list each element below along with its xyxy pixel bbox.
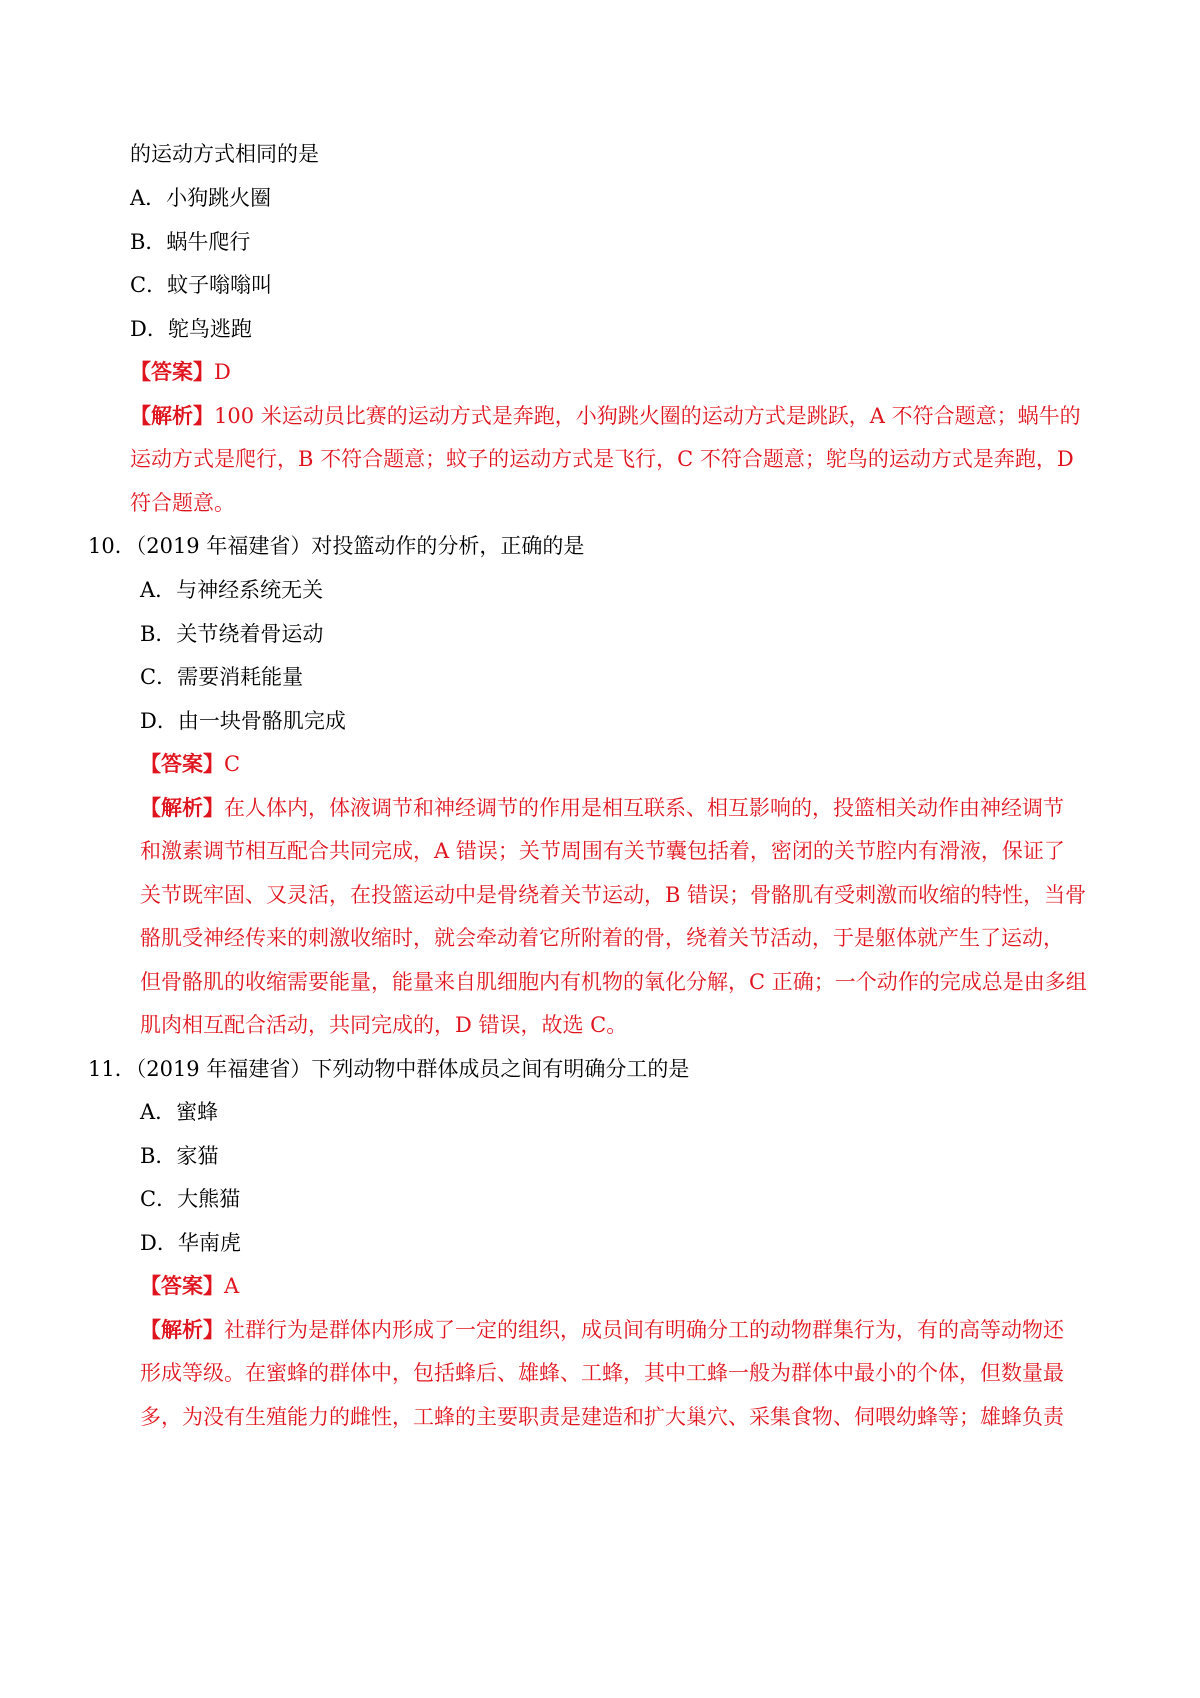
q10-option-a: A．与神经系统无关 [140,578,324,602]
q10-option-b: B．关节绕着骨运动 [140,622,324,646]
q11-option-d: D．华南虎 [140,1231,241,1255]
q9-option-c: C．蚊子嗡嗡叫 [130,273,273,297]
q11-option-a: A．蜜蜂 [140,1100,219,1124]
q10-analysis-line-3: 关节既牢固、又灵活，在投篮运动中是骨绕着关节运动，B 错误；骨骼肌有受刺激而收缩的特性，当骨 [140,883,1087,907]
q9-option-a: A．小狗跳火圈 [130,186,272,210]
q10-analysis-line-6: 肌肉相互配合活动，共同完成的，D 错误，故选 C。 [140,1013,628,1037]
analysis-label: 【解析】 [130,403,214,428]
q11-analysis-line-1 [140,1315,1064,1345]
q11-analysis-line-2: 形成等级。在蜜蜂的群体中，包括蜂后、雄蜂、工蜂，其中工蜂一般为群体中最小的个体，但数量最 [140,1361,1064,1385]
q10-answer [140,749,240,779]
q10-analysis-line-1 [140,793,1064,823]
q11-analysis-line-3: 多，为没有生殖能力的雌性，工蜂的主要职责是建造和扩大巢穴、采集食物、伺喂幼蜂等；雄蜂负责 [140,1405,1064,1429]
q9-stem-tail: 的运动方式相同的是 [130,142,319,166]
q10-option-c: C．需要消耗能量 [140,665,304,689]
answer-value: A [224,1274,240,1298]
q9-option-b: B．蜗牛爬行 [130,230,251,254]
q9-analysis-line-1 [130,401,1081,431]
q11-option-c: C．大熊猫 [140,1187,241,1211]
q9-option-d: D．鸵鸟逃跑 [130,317,252,341]
analysis-text: 社群行为是群体内形成了一定的组织，成员间有明确分工的动物群集行为，有的高等动物还 [224,1318,1064,1342]
answer-value: C [224,752,241,776]
q9-answer [130,357,231,387]
analysis-text: 在人体内，体液调节和神经调节的作用是相互联系、相互影响的，投篮相关动作由神经调节 [224,796,1064,820]
q10-analysis-line-4: 骼肌受神经传来的刺激收缩时，就会牵动着它所附着的骨，绕着关节活动，于是躯体就产生了运动， [140,926,1064,950]
answer-label: 【答案】 [130,359,214,384]
q10-analysis-line-5: 但骨骼肌的收缩需要能量，能量来自肌细胞内有机物的氧化分解，C 正确；一个动作的完成总是由多组 [140,970,1087,994]
q10-option-d: D．由一块骨骼肌完成 [140,709,346,733]
analysis-label: 【解析】 [140,1317,224,1342]
answer-label: 【答案】 [140,1273,224,1298]
q11-stem: 11．（2019 年福建省）下列动物中群体成员之间有明确分工的是 [88,1057,690,1081]
q10-stem: 10．（2019 年福建省）对投篮动作的分析，正确的是 [88,534,585,558]
q9-analysis-line-2: 运动方式是爬行，B 不符合题意；蚊子的运动方式是飞行，C 不符合题意；鸵鸟的运动方式是奔跑，D [130,447,1074,471]
q10-analysis-line-2: 和激素调节相互配合共同完成，A 错误；关节周围有关节囊包括着，密闭的关节腔内有滑液，保证了 [140,839,1065,863]
q9-analysis-line-3: 符合题意。 [130,491,235,515]
answer-value: D [214,360,231,384]
analysis-label: 【解析】 [140,795,224,820]
answer-label: 【答案】 [140,751,224,776]
q11-answer [140,1271,239,1301]
q11-option-b: B．家猫 [140,1144,219,1168]
analysis-text: 100 米运动员比赛的运动方式是奔跑，小狗跳火圈的运动方式是跳跃，A 不符合题意；蜗牛的 [214,404,1081,428]
